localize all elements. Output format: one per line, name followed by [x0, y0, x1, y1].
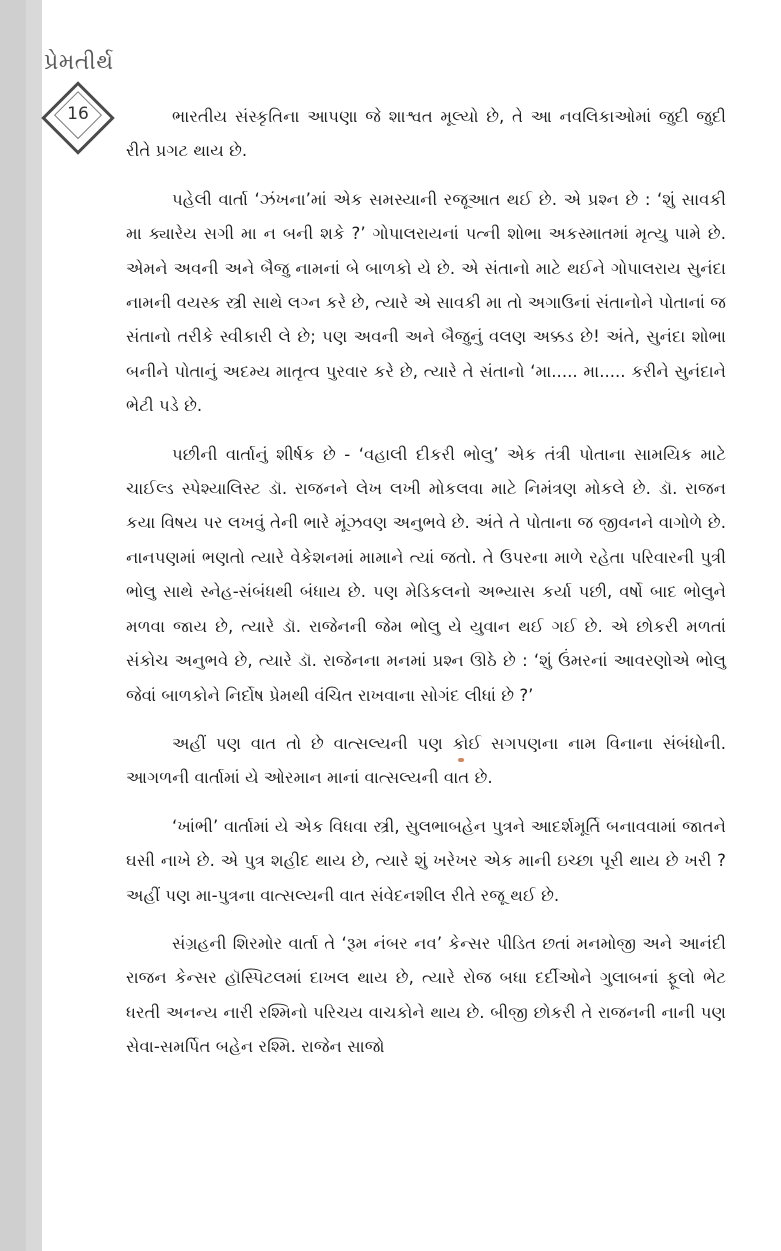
paragraph-6: સંગ્રહની શિરમોર વાર્તા તે ‘રૂમ નંબર નવ’ કેન્સર પીડિત છતાં મનમોજી અને આનંદી રાજન કેન્સર હૉસ્પિટલમાં દાખલ થાય છે, ત્યારે રોજ બધા દર્દીઓને ગુલાબનાં ફૂલો ભેટ ધરતી અનન્ય નારી રશ્મિનો પરિચય વાચકોને થાય છે. બીજી છોકરી તે રાજનની નાની પણ સેવા-સમર્પિત બહેન રશ્મિ. રાજેન સાજો	[126, 933, 726, 1057]
page-edge-shadow	[0, 0, 42, 1251]
paragraph-5: ‘ખાંભી’ વાર્તામાં યે એક વિધવા સ્ત્રી, સુલભાબહેન પુત્રને આદર્શમૂર્તિ બનાવવામાં જાતને ઘસી નાખે છે. એ પુત્ર શહીદ થાય છે, ત્યારે શું ખરેખર એક માની ઇચ્છા પૂરી થાય છે ખરી ? અહીં પણ મા-પુત્રના વાત્સલ્યની વાત સંવેદનશીલ રીતે રજૂ થઈ છે.	[126, 816, 726, 905]
page-edge-shadow-inner	[0, 0, 26, 1251]
body-text	[126, 100, 726, 1079]
paragraph-4: અહીં પણ વાત તો છે વાત્સલ્યની પણ કોઈ સગપણના નામ વિનાના સંબંધોની. આગળની વાર્તામાં યે ઓરમાન માનાં વાત્સલ્યની વાત છે.	[126, 733, 726, 788]
ink-speck	[458, 758, 464, 762]
paragraph-3: પછીની વાર્તાનું શીર્ષક છે - ‘વહાલી દીકરી ભોલુ’ એક તંત્રી પોતાના સામયિક માટે ચાઈલ્ડ સ્પેશ્યાલિસ્ટ ડૉ. રાજનને લેખ લખી મોકલવા માટે નિમંત્રણ મોકલે છે. ડૉ. રાજન કયા વિષય પર લખવું તેની ભારે મૂંઝવણ અનુભવે છે. અંતે તે પોતાના જ જીવનને વાગોળે છે. નાનપણમાં ભણતો ત્યારે વેકેશનમાં મામાને ત્યાં જતો. તે ઉપરના માળે રહેતા પરિવારની પુત્રી ભોલુ સાથે સ્નેહ-સંબંધથી બંધાય છે. પણ મેડિકલનો અભ્યાસ કર્યા પછી, વર્ષો બાદ ભોલુને મળવા જાય છે, ત્યારે ડૉ. રાજેનની જેમ ભોલુ યે યુવાન થઈ ગઈ છે. એ છોકરી મળતાં સંકોચ અનુભવે છે, ત્યારે ડૉ. રાજેનના મનમાં પ્રશ્ન ઊઠે છે : ‘શું ઉંમરનાં આવરણોએ ભોલુ જેવાં બાળકોને નિર્દોષ પ્રેમથી વંચિત રાખવાના સોગંદ લીધાં છે ?’	[126, 444, 726, 705]
page-number: 16	[67, 104, 89, 124]
paragraph-2: પહેલી વાર્તા ‘ઝંખના’માં એક સમસ્યાની રજૂઆત થઈ છે. એ પ્રશ્ન છે : ‘શું સાવકી મા ક્યારેય સગી મા ન બની શકે ?’ ગોપાલરાયનાં પત્ની શોભા અકસ્માતમાં મૃત્યુ પામે છે. એમને અવની અને બૈજુ નામનાં બે બાળકો યે છે. એ સંતાનો માટે થઈને ગોપાલરાય સુનંદા નામની વયસ્ક સ્ત્રી સાથે લગ્ન કરે છે, ત્યારે એ સાવકી મા તો અગાઉનાં સંતાનોને પોતાનાં જ સંતાનો તરીકે સ્વીકારી લે છે; પણ અવની અને બૈજુનું વલણ અક્કડ છે! અંતે, સુનંદા શોભા બનીને પોતાનું અદમ્ય માતૃત્વ પુરવાર કરે છે, ત્યારે તે સંતાનો ‘મા..... મા..... કરીને સુનંદાને ભેટી પડે છે.	[126, 189, 726, 416]
paragraph-1: ભારતીય સંસ્કૃતિના આપણા જે શાશ્વત મૂલ્યો છે, તે આ નવલિકાઓમાં જુદી જુદી રીતે પ્રગટ થાય છે.	[126, 107, 726, 161]
running-head: પ્રેમતીર્થ	[44, 50, 114, 75]
